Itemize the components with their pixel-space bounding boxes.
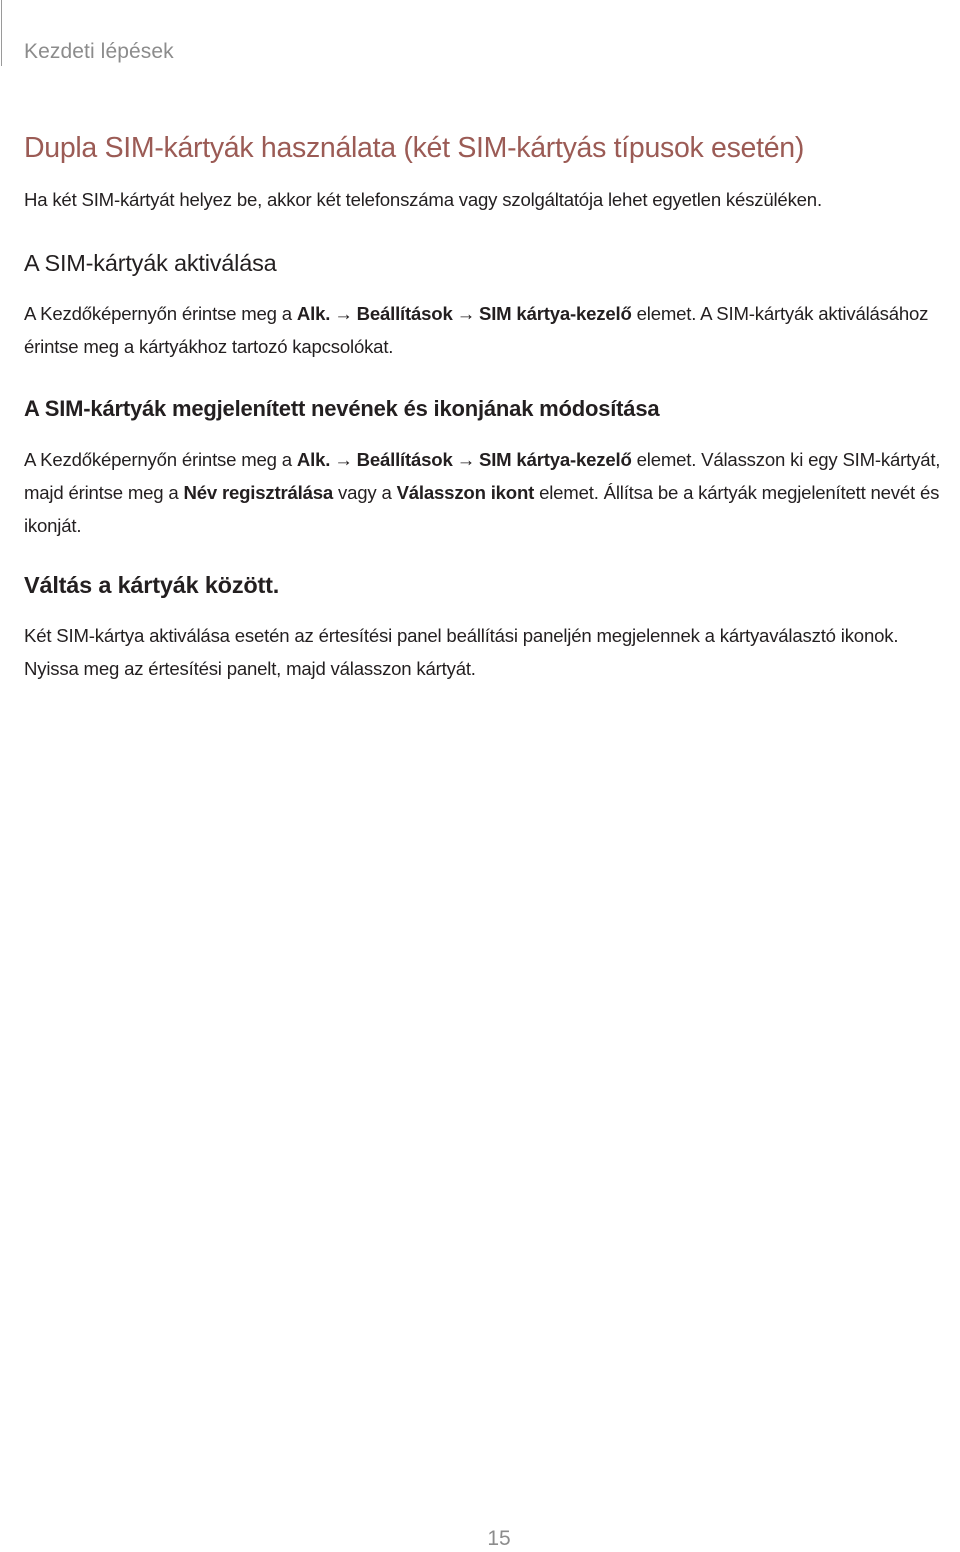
section-header: Kezdeti lépések	[24, 40, 174, 63]
section-heading-activate: A SIM-kártyák aktiválása	[24, 250, 277, 276]
menu-item-apps: Alk.	[296, 303, 331, 324]
section-rename-paragraph	[24, 443, 954, 542]
menu-item-apps: Alk.	[296, 449, 331, 470]
menu-item-settings: Beállítások	[356, 303, 453, 324]
arrow-right-icon: →	[334, 449, 353, 470]
section-heading-rename: A SIM-kártyák megjelenített nevének és ikonjának módosítása	[24, 396, 660, 421]
section-heading-switch: Váltás a kártyák között.	[24, 572, 280, 598]
menu-item-sim-manager: SIM kártya-kezelő	[479, 449, 632, 470]
option-select-icon: Válasszon ikont	[396, 482, 535, 503]
left-margin-rule	[1, 0, 2, 66]
option-register-name: Név regisztrálása	[183, 482, 334, 503]
section-switch-paragraph: Két SIM-kártya aktiválása esetén az értesítési panel beállítási paneljén megjelennek a kártyaválasztó ikonok. Nyissa meg az értesítési panelt, majd válasszon kártyát.	[24, 625, 899, 679]
paragraph-text: elemet. Állítsa be a kártyák megjelenített nevét és ikonját.	[24, 482, 940, 536]
paragraph-text: A Kezdőképernyőn érintse meg a	[24, 303, 297, 324]
intro-paragraph: Ha két SIM-kártyát helyez be, akkor két telefonszáma vagy szolgáltatója lehet egyetlen készüléken.	[24, 189, 822, 210]
menu-item-sim-manager: SIM kártya-kezelő	[479, 303, 632, 324]
page-title: Dupla SIM-kártyák használata (két SIM-kártyás típusok esetén)	[24, 132, 805, 164]
paragraph-text: vagy a	[333, 482, 397, 503]
menu-item-settings: Beállítások	[356, 449, 453, 470]
arrow-right-icon: →	[456, 449, 475, 470]
arrow-right-icon: →	[334, 303, 353, 324]
section-activate-paragraph	[24, 297, 954, 363]
paragraph-text: elemet. Válasszon ki egy SIM-kártyát, majd érintse meg a	[24, 449, 941, 503]
arrow-right-icon: →	[456, 303, 475, 324]
page-number: 15	[487, 1527, 511, 1550]
paragraph-text: A Kezdőképernyőn érintse meg a	[24, 449, 297, 470]
paragraph-text: elemet. A SIM-kártyák aktiválásához érintse meg a kártyákhoz tartozó kapcsolókat.	[24, 303, 929, 357]
